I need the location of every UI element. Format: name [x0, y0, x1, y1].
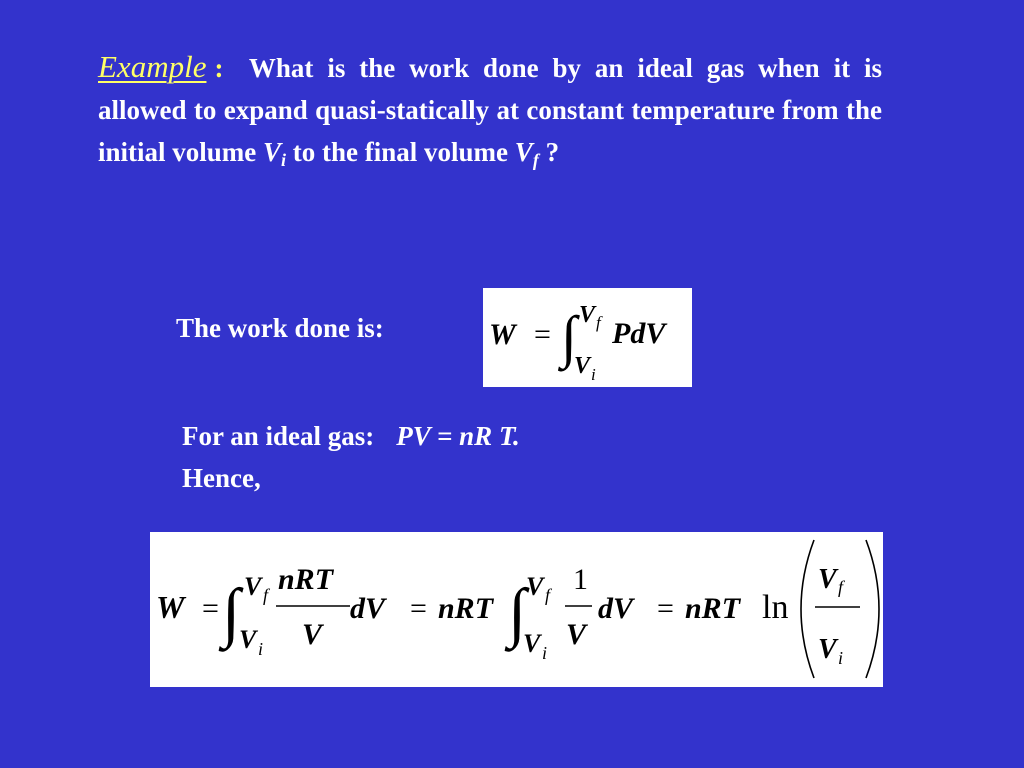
work-integral-equation — [483, 288, 692, 387]
eq2-fraction3-numerator: V — [818, 564, 837, 595]
eq2-integral-sign-1: ∫ — [222, 576, 241, 649]
eq1-upper-limit: V — [579, 302, 596, 328]
eq1-lhs: W — [489, 318, 516, 351]
eq2-equals-3: = — [657, 592, 674, 625]
eq1-lower-limit-sub: i — [591, 365, 596, 384]
eq1-equals: = — [534, 318, 551, 351]
ideal-gas-equation: PV = nR T. — [396, 421, 520, 451]
problem-text: What is the work done by an ideal gas when it is allowed to expand quasi-statically at constant temperature from the initial volume — [98, 53, 882, 167]
work-result-equation — [150, 532, 883, 687]
eq2-lower-limit-1: V — [239, 625, 257, 654]
ideal-gas-label: For an ideal gas: — [182, 421, 375, 451]
eq2-upper-limit-2: V — [526, 572, 544, 601]
eq2-dV-1: dV — [350, 592, 386, 625]
eq2-fraction1-denominator: V — [302, 618, 323, 651]
hence-label: Hence, — [182, 463, 261, 493]
eq2-fraction3-denominator-sub: i — [838, 648, 844, 668]
eq2-nRT-1: nRT — [438, 592, 494, 625]
initial-volume-symbol: $V_i$ — [263, 137, 287, 170]
eq2-lhs: W — [156, 589, 185, 625]
eq2-dV-2: dV — [598, 592, 634, 625]
eq2-lower-limit-2: V — [523, 629, 541, 658]
eq2-nRT-2: nRT — [685, 592, 741, 625]
problem-statement — [98, 46, 882, 173]
eq2-upper-limit-1: V — [244, 572, 262, 601]
eq1-integral-sign: ∫ — [561, 304, 577, 369]
eq2-lower-limit-sub-1: i — [258, 639, 264, 659]
problem-question-mark: ? — [545, 137, 560, 167]
eq1-integrand: PdV — [612, 317, 666, 350]
eq2-right-paren — [866, 540, 879, 678]
eq2-fraction3-denominator: V — [818, 634, 837, 665]
example-label: Example — [98, 49, 207, 84]
eq2-lower-limit-sub-2: i — [542, 643, 548, 663]
eq2-left-paren — [801, 540, 814, 678]
eq2-upper-limit-sub-2: f — [545, 585, 551, 605]
ideal-gas-line — [182, 421, 520, 452]
eq2-fraction1-numerator: nRT — [278, 563, 334, 596]
eq2-integral-sign-2: ∫ — [508, 576, 527, 649]
eq1-lower-limit: V — [574, 353, 591, 379]
eq1-upper-limit-sub: f — [596, 313, 601, 332]
eq2-fraction2-numerator: 1 — [573, 563, 588, 596]
eq2-ln: ln — [762, 589, 789, 626]
work-done-label: The work done is: — [176, 313, 384, 343]
eq2-fraction2-denominator: V — [566, 618, 587, 651]
eq2-fraction3-numerator-sub: f — [838, 577, 844, 597]
final-volume-symbol: $V_f$ — [514, 137, 539, 170]
example-colon: : — [214, 53, 224, 83]
eq2-upper-limit-sub-1: f — [263, 585, 269, 605]
eq2-equals-2: = — [410, 592, 427, 625]
eq2-equals-1: = — [202, 592, 219, 625]
problem-text-middle: to the final volume — [292, 137, 509, 167]
